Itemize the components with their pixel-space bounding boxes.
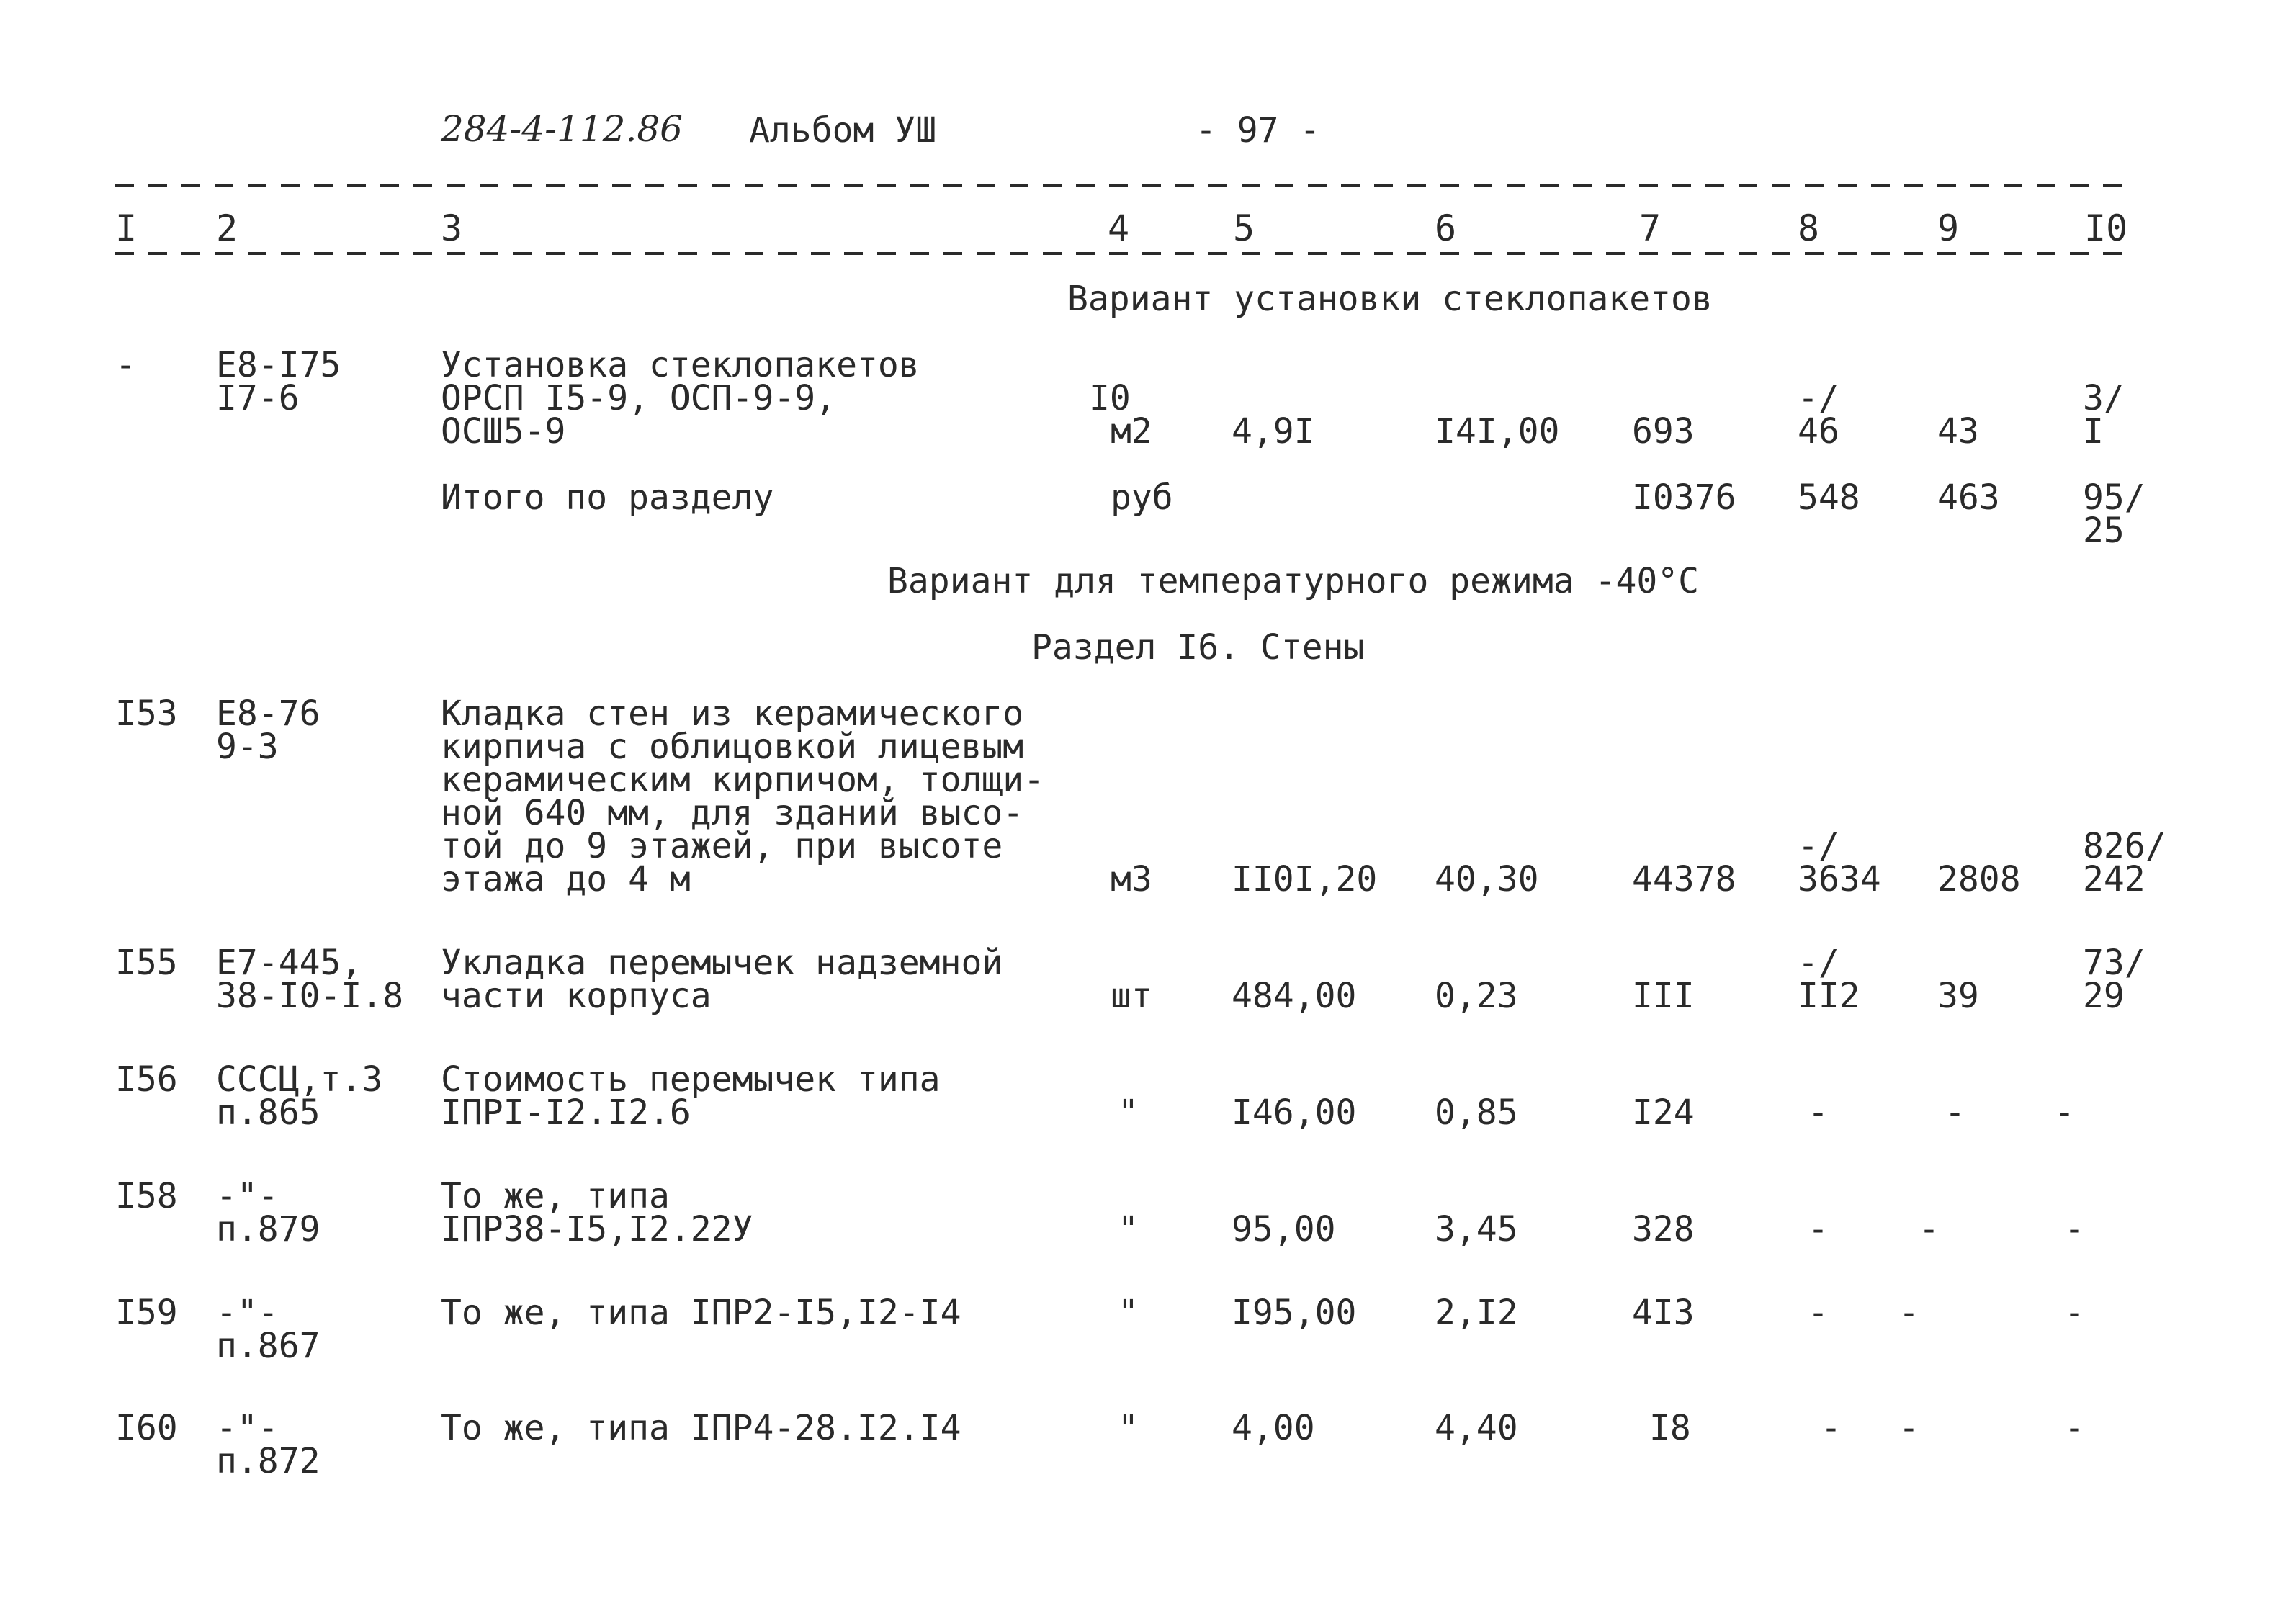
col9-value: 2808 [1937, 859, 2021, 899]
norm-code-line2: п.867 [216, 1326, 320, 1366]
col10-value: - [2064, 1408, 2085, 1448]
column-number-10: I0 [2084, 207, 2128, 249]
norm-code-line2: 9-3 [216, 727, 279, 767]
section-total-col9: 463 [1937, 477, 2000, 518]
norm-code-line2: п.865 [216, 1092, 320, 1133]
column-number-rule [115, 252, 2132, 255]
section-total-col10-top: 95/ [2083, 477, 2145, 518]
col10-value: 242 [2083, 859, 2145, 899]
norm-code-line2: п.879 [216, 1209, 320, 1249]
work-description-line: Укладка перемычек надземной [441, 943, 1003, 983]
section-title-walls: Раздел I6. Стены [1031, 627, 1365, 668]
total-cost: 328 [1632, 1209, 1695, 1249]
work-description-line: IПРI-I2.I2.6 [441, 1092, 691, 1133]
col9-value: - [1898, 1293, 1919, 1333]
col9-value: 43 [1937, 411, 1979, 452]
norm-code: Е8-76 [216, 693, 320, 734]
col8-value: 46 [1798, 411, 1839, 452]
unit-price: 2,I2 [1435, 1293, 1518, 1333]
header-rule [115, 184, 2132, 187]
col10-value: - [2064, 1293, 2085, 1333]
unit: " [1118, 1092, 1139, 1133]
quantity: II0I,20 [1232, 859, 1378, 899]
work-description-line: ОСШ5-9 [441, 411, 566, 452]
work-description-line: кирпича с облицовкой лицевым [441, 727, 1024, 767]
norm-code: -"- [216, 1176, 279, 1216]
col8-value: - [1821, 1408, 1842, 1448]
col10-value: 29 [2083, 976, 2125, 1016]
unit: м2 [1111, 411, 1152, 452]
column-number-9: 9 [1937, 207, 1960, 249]
col8-fraction-top: -/ [1798, 943, 1839, 983]
unit: м3 [1111, 859, 1152, 899]
work-description-line: То же, типа [441, 1176, 670, 1216]
col9-value: - [1898, 1408, 1919, 1448]
column-number-2: 2 [216, 207, 238, 249]
quantity: 95,00 [1232, 1209, 1336, 1249]
total-cost: I8 [1649, 1408, 1691, 1448]
total-cost: III [1632, 976, 1695, 1016]
col10-fraction-top: 826/ [2083, 826, 2166, 866]
quantity: 484,00 [1232, 976, 1357, 1016]
col8-value: - [1808, 1209, 1829, 1249]
norm-code: Е8-I75 [216, 345, 341, 385]
column-number-4: 4 [1108, 207, 1130, 249]
work-description-line: той до 9 этажей, при высоте [441, 826, 1003, 866]
unit: " [1118, 1293, 1139, 1333]
variant-title: Вариант для температурного режима -40°С [887, 561, 1700, 601]
work-description-line: этажа до 4 м [441, 859, 691, 899]
work-description-line: части корпуса [441, 976, 712, 1016]
column-number-6: 6 [1435, 207, 1457, 249]
norm-code: -"- [216, 1408, 279, 1448]
column-number-1: I [115, 207, 138, 249]
section-total-col10: 25 [2083, 511, 2125, 551]
col8-fraction-top: -/ [1798, 378, 1839, 418]
total-cost: 4I3 [1632, 1293, 1695, 1333]
col8-value: II2 [1798, 976, 1860, 1016]
quantity: 4,9I [1232, 411, 1315, 452]
col8-value: 3634 [1798, 859, 1881, 899]
row-number: I56 [115, 1059, 178, 1100]
row-number: I53 [115, 693, 178, 734]
col10-fraction-top: 3/ [2083, 378, 2125, 418]
work-description-line: IПР38-I5,I2.22У [441, 1209, 753, 1249]
col10-value: - [2054, 1092, 2075, 1133]
total-cost: 693 [1632, 411, 1695, 452]
row-number: - [115, 345, 136, 385]
quantity: I46,00 [1232, 1092, 1357, 1133]
col8-fraction-top: -/ [1798, 826, 1839, 866]
work-description-line: керамическим кирпичом, толщи- [441, 760, 1045, 800]
section-title-glass: Вариант установки стеклопакетов [1067, 279, 1713, 319]
section-total-col8: 548 [1798, 477, 1860, 518]
col9-value: 39 [1937, 976, 1979, 1016]
row-number: I59 [115, 1293, 178, 1333]
row-number: I60 [115, 1408, 178, 1448]
norm-code-line2: п.872 [216, 1441, 320, 1481]
norm-code: СССЦ,т.3 [216, 1059, 383, 1100]
unit-price: 0,23 [1435, 976, 1518, 1016]
work-description-line: То же, типа IПР2-I5,I2-I4 [441, 1293, 961, 1333]
total-cost: 44378 [1632, 859, 1736, 899]
row-number: I58 [115, 1176, 178, 1216]
quantity: I95,00 [1232, 1293, 1357, 1333]
section-total-unit: руб [1111, 477, 1173, 518]
col9-value: - [1919, 1209, 1940, 1249]
document-code: 284-4-112.86 [441, 108, 683, 150]
norm-code: -"- [216, 1293, 279, 1333]
col10-value: - [2064, 1209, 2085, 1249]
quantity: 4,00 [1232, 1408, 1315, 1448]
section-total-label: Итого по разделу [441, 477, 774, 518]
section-total-cost: I0376 [1632, 477, 1736, 518]
col10-value: I [2083, 411, 2104, 452]
col8-value: - [1808, 1293, 1829, 1333]
column-number-8: 8 [1798, 207, 1820, 249]
unit-multiplier: I0 [1089, 378, 1131, 418]
row-number: I55 [115, 943, 178, 983]
norm-code-line2: I7-6 [216, 378, 300, 418]
column-number-7: 7 [1639, 207, 1662, 249]
unit: шт [1111, 976, 1152, 1016]
col9-value: - [1945, 1092, 1965, 1133]
unit-price: I4I,00 [1435, 411, 1560, 452]
work-description-line: ОРСП I5-9, ОСП-9-9, [441, 378, 837, 418]
col10-fraction-top: 73/ [2083, 943, 2145, 983]
unit-price: 40,30 [1435, 859, 1539, 899]
unit: " [1118, 1408, 1139, 1448]
work-description-line: Установка стеклопакетов [441, 345, 920, 385]
album-label: Альбом УШ [749, 110, 937, 151]
unit-price: 0,85 [1435, 1092, 1518, 1133]
work-description-line: Стоимость перемычек типа [441, 1059, 941, 1100]
column-number-3: 3 [441, 207, 463, 249]
unit: " [1118, 1209, 1139, 1249]
page-number: - 97 - [1196, 110, 1321, 151]
work-description-line: ной 640 мм, для зданий высо- [441, 793, 1024, 833]
col8-value: - [1808, 1092, 1829, 1133]
norm-code-line2: 38-I0-I.8 [216, 976, 404, 1016]
unit-price: 3,45 [1435, 1209, 1518, 1249]
norm-code: Е7-445, [216, 943, 362, 983]
work-description-line: То же, типа IПР4-28.I2.I4 [441, 1408, 961, 1448]
unit-price: 4,40 [1435, 1408, 1518, 1448]
column-number-5: 5 [1233, 207, 1255, 249]
work-description-line: Кладка стен из керамического [441, 693, 1024, 734]
total-cost: I24 [1632, 1092, 1695, 1133]
